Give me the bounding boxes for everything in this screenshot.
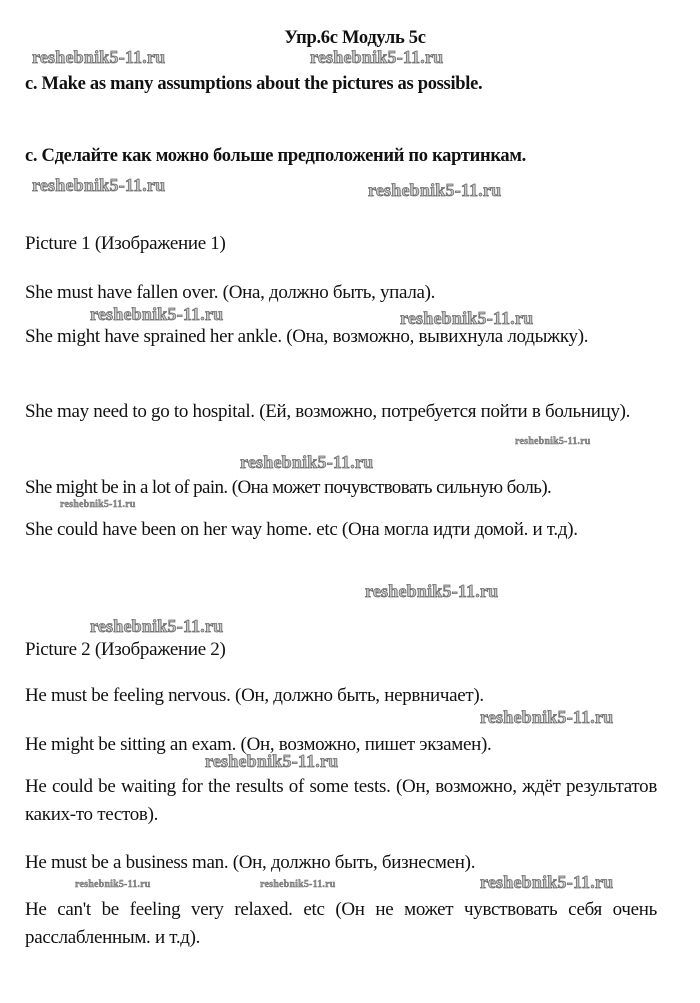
watermark: reshebnik5-11.ru	[240, 452, 374, 472]
page-title: Упр.6с Модуль 5с	[284, 28, 426, 48]
watermark: reshebnik5-11.ru	[368, 180, 502, 200]
picture2-line: He can't be feeling very relaxed. etc (Он не может чувствовать себя очень расслабленным. и т.д).	[25, 899, 657, 948]
watermark: reshebnik5-11.ru	[75, 879, 151, 890]
picture2-line: He might be sitting an exam. (Он, возможно, пишет экзамен).	[25, 734, 492, 755]
watermark: reshebnik5-11.ru	[90, 304, 224, 324]
watermark: reshebnik5-11.ru	[32, 175, 166, 195]
picture1-line: She may need to go to hospital. (Ей, возможно, потребуется пойти в больницу).	[25, 401, 631, 422]
watermark: reshebnik5-11.ru	[205, 751, 339, 771]
picture1-heading: Picture 1 (Изображение 1)	[25, 233, 226, 254]
watermark: reshebnik5-11.ru	[400, 308, 534, 328]
watermark: reshebnik5-11.ru	[90, 616, 224, 636]
task-english: c. Make as many assumptions about the pictures as possible.	[25, 74, 483, 94]
picture2-line: He must be feeling nervous. (Он, должно быть, нервничает).	[25, 685, 484, 706]
picture1-line: She might be in a lot of pain. (Она может почувствовать сильную боль).	[25, 477, 552, 498]
picture1-line: She must have fallen over. (Она, должно быть, упала).	[25, 282, 436, 303]
watermark: reshebnik5-11.ru	[260, 879, 336, 890]
picture2-heading: Picture 2 (Изображение 2)	[25, 639, 226, 660]
watermark: reshebnik5-11.ru	[60, 499, 136, 510]
picture1-line: She could have been on her way home. etc (Она могла идти домой. и т.д).	[25, 519, 578, 540]
task-russian: c. Сделайте как можно больше предположений по картинкам.	[25, 146, 527, 166]
picture1-line: She might have sprained her ankle. (Она, возможно, вывихнула лодыжку).	[25, 326, 589, 347]
picture2-line: He must be a business man. (Он, должно быть, бизнесмен).	[25, 852, 476, 873]
watermark: reshebnik5-11.ru	[480, 872, 614, 892]
watermark: reshebnik5-11.ru	[310, 47, 444, 67]
picture2-line: He could be waiting for the results of some tests. (Он, возможно, ждёт результатов каких-то тестов).	[25, 776, 657, 825]
watermark: reshebnik5-11.ru	[365, 581, 499, 601]
watermark: reshebnik5-11.ru	[480, 707, 614, 727]
watermark: reshebnik5-11.ru	[515, 436, 591, 447]
watermark: reshebnik5-11.ru	[32, 47, 166, 67]
